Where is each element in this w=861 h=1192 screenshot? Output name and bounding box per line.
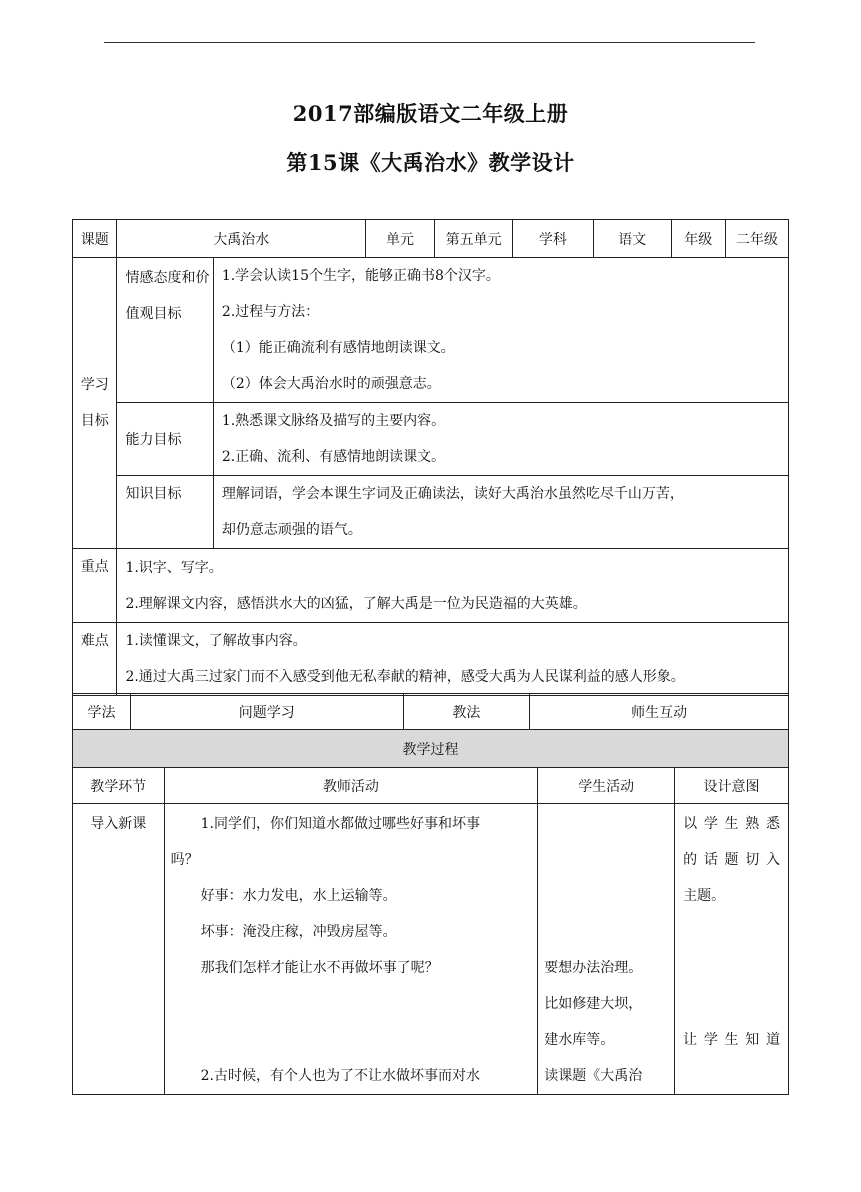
grade-value: 二年级 xyxy=(725,220,788,258)
study-method-value: 问题学习 xyxy=(130,694,403,730)
doc-title-line2: 第15课《大禹治水》教学设计 xyxy=(286,150,575,175)
lesson-info-table xyxy=(72,219,789,696)
stage-name: 导入新课 xyxy=(90,816,147,832)
teacher-line: 好事：水力发电，水上运输等。 xyxy=(200,888,397,904)
design-intent-cell xyxy=(675,804,789,1095)
doc-title-line1: 2017部编版语文二年级上册 xyxy=(292,101,569,126)
emotion-item: 1.学会认读15个生字，能够正确书8个汉字。 xyxy=(221,268,500,284)
difficulty-item: 2.通过大禹三过家门而不入感受到他无私奉献的精神，感受大禹为人民谋利益的感人形象。 xyxy=(125,669,685,685)
student-line: 建水库等。 xyxy=(544,1032,615,1048)
subject-value: 语文 xyxy=(593,220,671,258)
knowledge-goal-text xyxy=(213,476,788,549)
emotion-goal-label xyxy=(117,258,213,403)
methods-row xyxy=(73,694,789,730)
ability-goal-label: 能力目标 xyxy=(117,403,213,476)
objectives-label-line2: 目标 xyxy=(80,413,109,429)
unit-value: 第五单元 xyxy=(434,220,512,258)
intent-line: 的话题切入 xyxy=(683,852,780,868)
col-intent: 设计意图 xyxy=(675,768,789,804)
header-rule xyxy=(104,42,755,43)
difficulties-text xyxy=(117,623,789,696)
header-row xyxy=(73,220,789,258)
emotion-item: 2.过程与方法： xyxy=(221,304,320,320)
objectives-emotion-row xyxy=(73,258,789,403)
difficulties-label-text: 难点 xyxy=(80,633,109,649)
student-spacer xyxy=(544,806,674,950)
process-columns-row xyxy=(73,768,789,804)
emotion-label-line2: 值观目标 xyxy=(125,306,182,322)
emotion-item: （1）能正确流利有感情地朗读课文。 xyxy=(221,340,455,356)
teacher-line: 那我们怎样才能让水不再做坏事了呢？ xyxy=(200,960,439,976)
study-method-label: 学法 xyxy=(73,694,131,730)
ability-item: 2.正确、流利、有感情地朗读课文。 xyxy=(221,449,446,465)
intent-line: 以学生熟悉 xyxy=(683,816,780,832)
objectives-ability-row xyxy=(73,403,789,476)
student-activity-cell xyxy=(538,804,675,1095)
difficulties-row xyxy=(73,623,789,696)
emotion-label-line1: 情感态度和价 xyxy=(125,270,210,286)
teacher-line: 坏事：淹没庄稼，冲毁房屋等。 xyxy=(200,924,397,940)
process-header: 教学过程 xyxy=(73,730,789,768)
process-header-row xyxy=(73,730,789,768)
objectives-label-line1: 学习 xyxy=(80,377,109,393)
teacher-line: 吗？ xyxy=(170,852,199,868)
intent-line: 让学生知道 xyxy=(683,1032,780,1048)
key-point-item: 1.识字、写字。 xyxy=(125,559,223,576)
emotion-item: （2）体会大禹治水时的顽强意志。 xyxy=(221,376,441,392)
key-points-text xyxy=(117,549,789,623)
subject-label: 学科 xyxy=(513,220,593,258)
topic-value: 大禹治水 xyxy=(117,220,366,258)
knowledge-label-text: 知识目标 xyxy=(125,486,182,502)
teacher-line: 1.同学们，你们知道水都做过哪些好事和坏事 xyxy=(200,816,480,832)
topic-label: 课题 xyxy=(73,220,117,258)
unit-label: 单元 xyxy=(366,220,435,258)
key-points-row xyxy=(73,549,789,623)
methods-table xyxy=(72,693,789,730)
emotion-goal-text xyxy=(213,258,788,403)
ability-goal-text xyxy=(213,403,788,476)
teach-method-label: 教法 xyxy=(403,694,530,730)
grade-label: 年级 xyxy=(671,220,725,258)
objectives-knowledge-row xyxy=(73,476,789,549)
teacher-activity-cell xyxy=(164,804,538,1095)
knowledge-goal-label xyxy=(117,476,213,549)
difficulty-item: 1.读懂课文，了解故事内容。 xyxy=(125,633,307,649)
intent-spacer xyxy=(683,914,780,1022)
student-line: 比如修建大坝， xyxy=(544,996,643,1012)
key-points-label xyxy=(73,549,117,623)
ability-item: 1.熟悉课文脉络及描写的主要内容。 xyxy=(221,413,446,429)
teach-method-value: 师生互动 xyxy=(530,694,789,730)
student-line: 要想办法治理。 xyxy=(544,960,643,976)
knowledge-item: 却仍意志顽强的语气。 xyxy=(221,522,362,538)
objectives-label xyxy=(73,258,117,549)
col-stage: 教学环节 xyxy=(73,768,165,804)
difficulties-label xyxy=(73,623,117,696)
key-point-item: 2.理解课文内容，感悟洪水大的凶猛，了解大禹是一位为民造福的大英雄。 xyxy=(125,595,587,612)
intent-line: 主题。 xyxy=(683,888,726,904)
stage-row xyxy=(73,804,789,1095)
teacher-spacer xyxy=(165,986,538,1058)
key-points-label-text: 重点 xyxy=(80,559,109,575)
stage-name-cell xyxy=(73,804,165,1095)
teaching-process-table xyxy=(72,729,789,1095)
student-line: 读课题《大禹治 xyxy=(544,1068,643,1084)
teacher-line: 2.古时候，有个人也为了不让水做坏事而对水 xyxy=(200,1068,480,1084)
knowledge-item: 理解词语，学会本课生字词及正确读法，读好大禹治水虽然吃尽千山万苦， xyxy=(221,486,684,502)
col-student: 学生活动 xyxy=(538,768,675,804)
col-teacher: 教师活动 xyxy=(164,768,538,804)
